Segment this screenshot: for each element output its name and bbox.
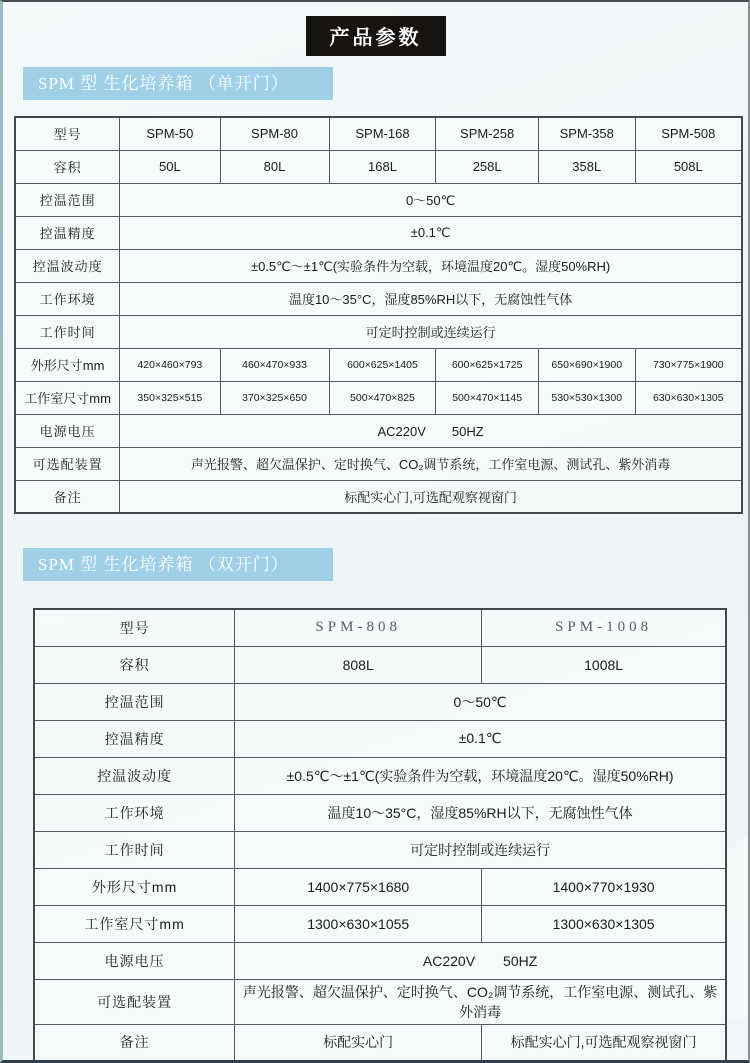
table-row-power-voltage bbox=[34, 942, 726, 979]
table-row-volume bbox=[15, 150, 742, 183]
table-row-temp-accuracy bbox=[15, 216, 742, 249]
row-label: 控温波动度 bbox=[34, 757, 235, 794]
section-banner-double-door: SPM 型 生化培养箱 （双开门） bbox=[23, 548, 333, 581]
spec-table-double-door bbox=[33, 608, 727, 1062]
table-row-chamber-dimensions bbox=[15, 381, 742, 414]
merged-value-cell: ±0.1℃ bbox=[235, 720, 726, 757]
volume-cell: 808L bbox=[235, 646, 482, 683]
volume-cell: 168L bbox=[329, 150, 436, 183]
row-label: 可选配装置 bbox=[15, 447, 120, 480]
volume-cell: 508L bbox=[635, 150, 742, 183]
table-row-temp-fluctuation bbox=[15, 249, 742, 282]
merged-value-cell: AC220V 50HZ bbox=[120, 414, 742, 447]
table-row-optional-devices bbox=[34, 979, 726, 1024]
table-row-temp-range bbox=[34, 683, 726, 720]
dimension-cell: 650×690×1900 bbox=[538, 348, 635, 381]
row-label: 电源电压 bbox=[34, 942, 235, 979]
table-row-power-voltage bbox=[15, 414, 742, 447]
dimension-cell: 1400×770×1930 bbox=[482, 868, 726, 905]
merged-value-cell: ±0.5℃～±1℃(实验条件为空载，环境温度20℃。湿度50%RH) bbox=[235, 757, 726, 794]
dimension-cell: 1400×775×1680 bbox=[235, 868, 482, 905]
model-cell: SPM-808 bbox=[235, 609, 482, 646]
volume-cell: 258L bbox=[436, 150, 539, 183]
table-row-work-time bbox=[34, 831, 726, 868]
model-cell: SPM-258 bbox=[436, 117, 539, 150]
row-label: 备注 bbox=[15, 480, 120, 513]
merged-value-cell: ±0.5℃～±1℃(实验条件为空载，环境温度20℃。湿度50%RH) bbox=[120, 249, 742, 282]
dimension-cell: 370×325×650 bbox=[220, 381, 329, 414]
table-row-volume bbox=[34, 646, 726, 683]
table-row-temp-fluctuation bbox=[34, 757, 726, 794]
remarks-cell: 标配实心门 bbox=[235, 1024, 482, 1061]
page-title: 产品参数 bbox=[306, 16, 446, 56]
model-cell: SPM-80 bbox=[220, 117, 329, 150]
table-row-optional-devices bbox=[15, 447, 742, 480]
merged-value-cell: 温度10～35°C，湿度85%RH以下，无腐蚀性气体 bbox=[235, 794, 726, 831]
row-label: 工作环境 bbox=[15, 282, 120, 315]
volume-cell: 80L bbox=[220, 150, 329, 183]
table-row-outer-dimensions bbox=[34, 868, 726, 905]
row-label: 工作室尺寸mm bbox=[34, 905, 235, 942]
table-row-remarks bbox=[34, 1024, 726, 1061]
merged-value-cell: 温度10～35°C，湿度85%RH以下，无腐蚀性气体 bbox=[120, 282, 742, 315]
dimension-cell: 1300×630×1305 bbox=[482, 905, 726, 942]
table-row-work-environment bbox=[34, 794, 726, 831]
row-label: 电源电压 bbox=[15, 414, 120, 447]
row-label: 备注 bbox=[34, 1024, 235, 1061]
dimension-cell: 500×470×825 bbox=[329, 381, 436, 414]
row-label: 工作时间 bbox=[34, 831, 235, 868]
model-cell: SPM-358 bbox=[538, 117, 635, 150]
row-label: 型号 bbox=[15, 117, 120, 150]
merged-value-cell: 声光报警、超欠温保护、定时换气、CO₂调节系统，工作室电源、测试孔、紫外消毒 bbox=[120, 447, 742, 480]
row-label: 容积 bbox=[34, 646, 235, 683]
table-row-remarks bbox=[15, 480, 742, 513]
table-row-temp-range bbox=[15, 183, 742, 216]
model-cell: SPM-508 bbox=[635, 117, 742, 150]
dimension-cell: 600×625×1725 bbox=[436, 348, 539, 381]
model-cell: SPM-50 bbox=[120, 117, 220, 150]
row-label: 工作时间 bbox=[15, 315, 120, 348]
row-label: 控温精度 bbox=[15, 216, 120, 249]
dimension-cell: 630×630×1305 bbox=[635, 381, 742, 414]
volume-cell: 358L bbox=[538, 150, 635, 183]
dimension-cell: 460×470×933 bbox=[220, 348, 329, 381]
merged-value-cell: 标配实心门,可选配观察视窗门 bbox=[120, 480, 742, 513]
dimension-cell: 350×325×515 bbox=[120, 381, 220, 414]
volume-cell: 1008L bbox=[482, 646, 726, 683]
dimension-cell: 420×460×793 bbox=[120, 348, 220, 381]
merged-value-cell: 0～50℃ bbox=[120, 183, 742, 216]
merged-value-cell: 0～50℃ bbox=[235, 683, 726, 720]
table-row-outer-dimensions bbox=[15, 348, 742, 381]
merged-value-cell: AC220V 50HZ bbox=[235, 942, 726, 979]
model-cell: SPM-168 bbox=[329, 117, 436, 150]
row-label: 控温波动度 bbox=[15, 249, 120, 282]
table-row-chamber-dimensions bbox=[34, 905, 726, 942]
dimension-cell: 730×775×1900 bbox=[635, 348, 742, 381]
table-row-temp-accuracy bbox=[34, 720, 726, 757]
row-label: 工作环境 bbox=[34, 794, 235, 831]
dimension-cell: 500×470×1145 bbox=[436, 381, 539, 414]
merged-value-cell: 声光报警、超欠温保护、定时换气、CO₂调节系统，工作室电源、测试孔、紫外消毒 bbox=[235, 979, 726, 1024]
table-row-work-environment bbox=[15, 282, 742, 315]
merged-value-cell: 可定时控制或连续运行 bbox=[235, 831, 726, 868]
row-label: 控温精度 bbox=[34, 720, 235, 757]
table-row-work-time bbox=[15, 315, 742, 348]
row-label: 容积 bbox=[15, 150, 120, 183]
row-label: 外形尺寸mm bbox=[15, 348, 120, 381]
merged-value-cell: 可定时控制或连续运行 bbox=[120, 315, 742, 348]
remarks-cell: 标配实心门,可选配观察视窗门 bbox=[482, 1024, 726, 1061]
table-row-model bbox=[34, 609, 726, 646]
section-banner-single-door: SPM 型 生化培养箱 （单开门） bbox=[23, 67, 333, 100]
row-label: 控温范围 bbox=[34, 683, 235, 720]
volume-cell: 50L bbox=[120, 150, 220, 183]
merged-value-cell: ±0.1℃ bbox=[120, 216, 742, 249]
table-row-model bbox=[15, 117, 742, 150]
row-label: 控温范围 bbox=[15, 183, 120, 216]
model-cell: SPM-1008 bbox=[482, 609, 726, 646]
dimension-cell: 600×625×1405 bbox=[329, 348, 436, 381]
dimension-cell: 530×530×1300 bbox=[538, 381, 635, 414]
row-label: 可选配装置 bbox=[34, 979, 235, 1024]
row-label: 型号 bbox=[34, 609, 235, 646]
spec-table-single-door bbox=[14, 116, 743, 514]
row-label: 工作室尺寸mm bbox=[15, 381, 120, 414]
row-label: 外形尺寸mm bbox=[34, 868, 235, 905]
dimension-cell: 1300×630×1055 bbox=[235, 905, 482, 942]
